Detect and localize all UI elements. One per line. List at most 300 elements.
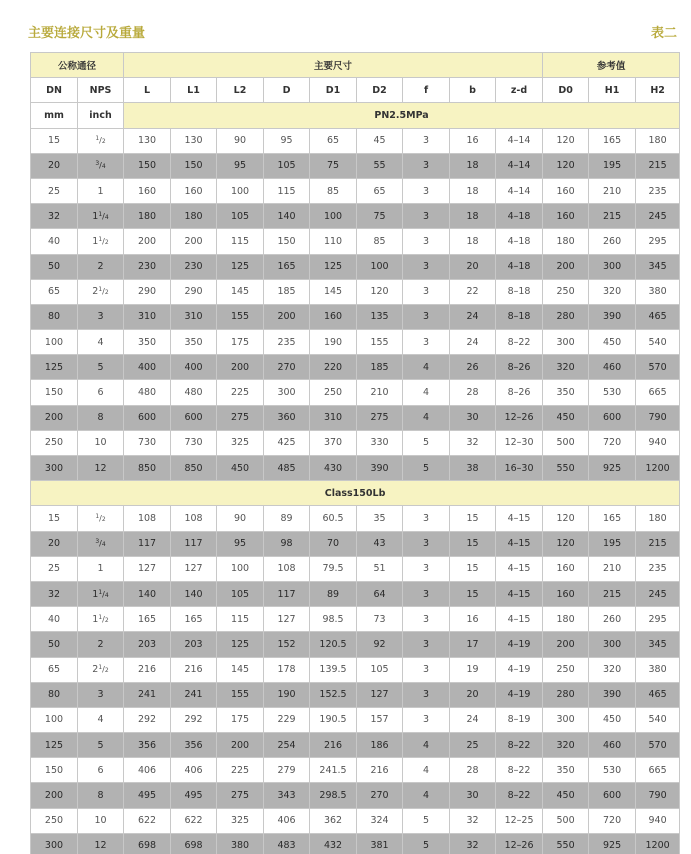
table-cell-zd: 4–15 <box>496 581 543 606</box>
table-cell-d1: 190 <box>310 330 357 355</box>
table-cell-l2: 275 <box>217 783 264 808</box>
table-cell-zd: 4–19 <box>496 657 543 682</box>
table-cell-f: 5 <box>403 430 450 455</box>
table-cell-l1: 406 <box>171 758 217 783</box>
table-cell-l: 400 <box>124 355 171 380</box>
table-cell-h1: 600 <box>589 405 636 430</box>
table-cell-b: 17 <box>450 632 496 657</box>
table-cell-dn: 65 <box>31 657 78 682</box>
table-cell-b: 38 <box>450 456 496 481</box>
table-cell-l: 165 <box>124 607 171 632</box>
table-cell-h2: 295 <box>636 229 680 254</box>
column-header: f <box>403 78 450 103</box>
table-cell-h1: 260 <box>589 229 636 254</box>
table-cell-h1: 450 <box>589 707 636 732</box>
table-cell-d: 178 <box>264 657 310 682</box>
table-cell-l2: 115 <box>217 607 264 632</box>
table-cell-h2: 570 <box>636 733 680 758</box>
table-cell-l: 850 <box>124 456 171 481</box>
table-cell-d: 406 <box>264 808 310 833</box>
table-cell-b: 16 <box>450 607 496 632</box>
table-cell-nps: 12 <box>78 456 124 481</box>
table-cell-h1: 300 <box>589 254 636 279</box>
table-cell-d2: 100 <box>357 254 403 279</box>
table-cell-l2: 95 <box>217 153 264 178</box>
table-cell-l2: 100 <box>217 178 264 203</box>
table-cell-d: 483 <box>264 833 310 854</box>
table-row <box>31 405 680 430</box>
table-cell-b: 24 <box>450 330 496 355</box>
table-cell-d2: 92 <box>357 632 403 657</box>
table-cell-dn: 25 <box>31 178 78 203</box>
table-cell-dn: 25 <box>31 556 78 581</box>
table-cell-zd: 4–15 <box>496 607 543 632</box>
table-cell-l1: 356 <box>171 733 217 758</box>
table-cell-l2: 125 <box>217 632 264 657</box>
table-cell-l: 600 <box>124 405 171 430</box>
table-row <box>31 229 680 254</box>
table-cell-h1: 260 <box>589 607 636 632</box>
table-cell-f: 3 <box>403 254 450 279</box>
table-cell-h1: 720 <box>589 430 636 455</box>
table-cell-l2: 90 <box>217 128 264 153</box>
table-cell-zd: 4–15 <box>496 531 543 556</box>
table-cell-l1: 180 <box>171 204 217 229</box>
table-cell-h2: 665 <box>636 380 680 405</box>
table-cell-l2: 200 <box>217 733 264 758</box>
table-cell-b: 24 <box>450 304 496 329</box>
table-cell-l: 292 <box>124 707 171 732</box>
table-cell-dn: 15 <box>31 128 78 153</box>
table-cell-l1: 622 <box>171 808 217 833</box>
section-header-row <box>31 481 680 506</box>
table-cell-l: 150 <box>124 153 171 178</box>
table-cell-d0: 320 <box>543 733 589 758</box>
table-cell-zd: 4–19 <box>496 632 543 657</box>
table-cell-l2: 225 <box>217 380 264 405</box>
table-cell-d0: 200 <box>543 254 589 279</box>
table-cell-d2: 120 <box>357 279 403 304</box>
table-cell-l: 200 <box>124 229 171 254</box>
table-cell-d1: 430 <box>310 456 357 481</box>
table-cell-d1: 120.5 <box>310 632 357 657</box>
table-cell-d: 279 <box>264 758 310 783</box>
table-cell-l2: 95 <box>217 531 264 556</box>
table-row <box>31 355 680 380</box>
table-row <box>31 733 680 758</box>
table-cell-d1: 241.5 <box>310 758 357 783</box>
table-cell-nps: 3 <box>78 682 124 707</box>
table-cell-d: 105 <box>264 153 310 178</box>
table-cell-b: 15 <box>450 556 496 581</box>
table-cell-zd: 4–18 <box>496 254 543 279</box>
table-cell-h1: 195 <box>589 153 636 178</box>
table-cell-dn: 40 <box>31 229 78 254</box>
table-cell-d0: 160 <box>543 556 589 581</box>
table-cell-f: 3 <box>403 204 450 229</box>
table-cell-d: 89 <box>264 506 310 531</box>
table-row <box>31 783 680 808</box>
table-cell-b: 15 <box>450 581 496 606</box>
table-cell-h2: 1200 <box>636 833 680 854</box>
table-row <box>31 304 680 329</box>
table-cell-b: 20 <box>450 254 496 279</box>
table-cell-h2: 665 <box>636 758 680 783</box>
table-cell-d: 200 <box>264 304 310 329</box>
table-cell-l2: 225 <box>217 758 264 783</box>
table-row <box>31 556 680 581</box>
table-cell-nps: $^3$/4 <box>78 153 124 178</box>
table-cell-d2: 275 <box>357 405 403 430</box>
table-cell-l1: 730 <box>171 430 217 455</box>
column-header: DN <box>31 78 78 103</box>
table-cell-nps: 4 <box>78 330 124 355</box>
column-header: H2 <box>636 78 680 103</box>
table-cell-l1: 117 <box>171 531 217 556</box>
table-cell-d1: 432 <box>310 833 357 854</box>
table-cell-l2: 115 <box>217 229 264 254</box>
table-cell-f: 3 <box>403 581 450 606</box>
table-cell-dn: 200 <box>31 783 78 808</box>
table-cell-h2: 180 <box>636 506 680 531</box>
table-cell-d: 360 <box>264 405 310 430</box>
table-cell-l: 160 <box>124 178 171 203</box>
table-cell-b: 15 <box>450 506 496 531</box>
table-cell-f: 3 <box>403 506 450 531</box>
header-group-row <box>31 53 680 78</box>
table-cell-d1: 190.5 <box>310 707 357 732</box>
table-cell-l2: 145 <box>217 279 264 304</box>
table-cell-b: 32 <box>450 430 496 455</box>
table-cell-l1: 216 <box>171 657 217 682</box>
table-cell-nps: 1 <box>78 178 124 203</box>
table-cell-d1: 85 <box>310 178 357 203</box>
table-cell-zd: 8–22 <box>496 758 543 783</box>
table-cell-b: 18 <box>450 153 496 178</box>
table-cell-l1: 698 <box>171 833 217 854</box>
table-cell-d0: 250 <box>543 279 589 304</box>
table-cell-d2: 135 <box>357 304 403 329</box>
table-cell-h1: 600 <box>589 783 636 808</box>
table-cell-nps: 3 <box>78 304 124 329</box>
table-cell-d0: 120 <box>543 531 589 556</box>
table-cell-nps: 12 <box>78 833 124 854</box>
table-cell-h2: 540 <box>636 707 680 732</box>
table-cell-l1: 165 <box>171 607 217 632</box>
table-cell-l1: 350 <box>171 330 217 355</box>
table-cell-d0: 180 <box>543 229 589 254</box>
table-cell-l1: 140 <box>171 581 217 606</box>
table-cell-d: 95 <box>264 128 310 153</box>
table-cell-d: 150 <box>264 229 310 254</box>
table-cell-d2: 75 <box>357 204 403 229</box>
table-cell-b: 15 <box>450 531 496 556</box>
table-cell-d: 190 <box>264 682 310 707</box>
table-row <box>31 128 680 153</box>
table-cell-h1: 165 <box>589 128 636 153</box>
table-row <box>31 430 680 455</box>
table-cell-dn: 125 <box>31 355 78 380</box>
table-row <box>31 380 680 405</box>
table-cell-b: 32 <box>450 833 496 854</box>
table-cell-l1: 600 <box>171 405 217 430</box>
table-cell-l1: 230 <box>171 254 217 279</box>
table-cell-dn: 100 <box>31 330 78 355</box>
table-cell-d: 98 <box>264 531 310 556</box>
table-cell-l: 108 <box>124 506 171 531</box>
table-cell-h2: 1200 <box>636 456 680 481</box>
table-cell-d2: 216 <box>357 758 403 783</box>
table-cell-d2: 185 <box>357 355 403 380</box>
table-cell-zd: 8–26 <box>496 380 543 405</box>
table-cell-b: 30 <box>450 783 496 808</box>
table-cell-d2: 210 <box>357 380 403 405</box>
table-cell-dn: 80 <box>31 682 78 707</box>
table-cell-h1: 165 <box>589 506 636 531</box>
table-cell-l: 230 <box>124 254 171 279</box>
table-cell-f: 4 <box>403 355 450 380</box>
table-cell-zd: 4–15 <box>496 556 543 581</box>
column-header: b <box>450 78 496 103</box>
table-cell-l: 180 <box>124 204 171 229</box>
table-cell-zd: 8–18 <box>496 279 543 304</box>
table-cell-nps: 10 <box>78 808 124 833</box>
title-bar <box>0 0 691 52</box>
table-cell-dn: 150 <box>31 380 78 405</box>
table-cell-h1: 390 <box>589 682 636 707</box>
table-cell-dn: 20 <box>31 153 78 178</box>
table-cell-dn: 40 <box>31 607 78 632</box>
table-cell-zd: 8–18 <box>496 304 543 329</box>
table-cell-d: 108 <box>264 556 310 581</box>
table-number: 表二 <box>650 26 677 41</box>
table-cell-l2: 100 <box>217 556 264 581</box>
table-cell-l2: 380 <box>217 833 264 854</box>
table-cell-d1: 250 <box>310 380 357 405</box>
table-cell-d2: 64 <box>357 581 403 606</box>
table-cell-l1: 480 <box>171 380 217 405</box>
table-cell-d: 254 <box>264 733 310 758</box>
table-cell-f: 3 <box>403 128 450 153</box>
table-cell-dn: 250 <box>31 430 78 455</box>
table-cell-d0: 180 <box>543 607 589 632</box>
table-cell-f: 3 <box>403 657 450 682</box>
table-cell-l2: 90 <box>217 506 264 531</box>
table-cell-nps: $^1$/2 <box>78 128 124 153</box>
table-cell-f: 3 <box>403 279 450 304</box>
table-cell-zd: 8–22 <box>496 330 543 355</box>
table-cell-zd: 4–19 <box>496 682 543 707</box>
table-cell-d0: 500 <box>543 430 589 455</box>
table-cell-dn: 150 <box>31 758 78 783</box>
unit-mm: mm <box>31 103 78 128</box>
table-cell-dn: 15 <box>31 506 78 531</box>
table-cell-nps: $1^1/2$ <box>78 229 124 254</box>
table-cell-l: 203 <box>124 632 171 657</box>
table-cell-l: 406 <box>124 758 171 783</box>
table-cell-f: 3 <box>403 531 450 556</box>
table-cell-d2: 65 <box>357 178 403 203</box>
table-cell-d: 115 <box>264 178 310 203</box>
table-cell-d0: 550 <box>543 833 589 854</box>
table-cell-f: 5 <box>403 833 450 854</box>
table-cell-f: 4 <box>403 783 450 808</box>
table-cell-d1: 89 <box>310 581 357 606</box>
table-cell-d0: 300 <box>543 330 589 355</box>
table-cell-f: 3 <box>403 556 450 581</box>
table-cell-h2: 295 <box>636 607 680 632</box>
table-row <box>31 581 680 606</box>
table-cell-h2: 940 <box>636 808 680 833</box>
table-cell-dn: 300 <box>31 833 78 854</box>
table-cell-d2: 127 <box>357 682 403 707</box>
table-cell-d: 117 <box>264 581 310 606</box>
table-cell-d: 152 <box>264 632 310 657</box>
table-cell-d0: 450 <box>543 783 589 808</box>
column-header: L <box>124 78 171 103</box>
table-cell-zd: 8–22 <box>496 783 543 808</box>
table-cell-nps: 8 <box>78 405 124 430</box>
table-cell-l2: 175 <box>217 707 264 732</box>
table-cell-l2: 125 <box>217 254 264 279</box>
table-cell-d0: 550 <box>543 456 589 481</box>
table-cell-f: 3 <box>403 632 450 657</box>
table-cell-d1: 70 <box>310 531 357 556</box>
table-cell-d2: 155 <box>357 330 403 355</box>
table-cell-d2: 157 <box>357 707 403 732</box>
table-cell-d1: 160 <box>310 304 357 329</box>
table-cell-nps: 1 <box>78 556 124 581</box>
table-cell-h1: 460 <box>589 355 636 380</box>
table-cell-d0: 120 <box>543 128 589 153</box>
table-cell-d1: 125 <box>310 254 357 279</box>
table-cell-b: 18 <box>450 204 496 229</box>
table-cell-l2: 450 <box>217 456 264 481</box>
table-cell-l1: 130 <box>171 128 217 153</box>
table-cell-l: 127 <box>124 556 171 581</box>
table-cell-l1: 290 <box>171 279 217 304</box>
table-cell-l: 495 <box>124 783 171 808</box>
table-cell-f: 5 <box>403 456 450 481</box>
table-cell-nps: $1^1/4$ <box>78 581 124 606</box>
table-cell-d: 185 <box>264 279 310 304</box>
table-cell-dn: 125 <box>31 733 78 758</box>
table-cell-d2: 105 <box>357 657 403 682</box>
table-cell-l2: 200 <box>217 355 264 380</box>
table-cell-l: 698 <box>124 833 171 854</box>
column-header: H1 <box>589 78 636 103</box>
table-cell-f: 3 <box>403 304 450 329</box>
table-cell-b: 30 <box>450 405 496 430</box>
table-body <box>31 103 680 854</box>
table-cell-zd: 4–15 <box>496 506 543 531</box>
table-cell-b: 32 <box>450 808 496 833</box>
column-header: D2 <box>357 78 403 103</box>
table-row <box>31 758 680 783</box>
table-cell-d2: 324 <box>357 808 403 833</box>
dimension-table <box>30 52 680 854</box>
table-row <box>31 279 680 304</box>
table-row <box>31 456 680 481</box>
table-cell-h1: 215 <box>589 204 636 229</box>
table-cell-l1: 400 <box>171 355 217 380</box>
table-cell-d0: 160 <box>543 204 589 229</box>
table-cell-dn: 250 <box>31 808 78 833</box>
table-cell-l: 310 <box>124 304 171 329</box>
table-cell-nps: $^1$/2 <box>78 506 124 531</box>
table-cell-h1: 720 <box>589 808 636 833</box>
table-cell-h1: 925 <box>589 456 636 481</box>
table-cell-d1: 98.5 <box>310 607 357 632</box>
table-cell-f: 4 <box>403 733 450 758</box>
table-cell-d0: 350 <box>543 380 589 405</box>
table-cell-d: 425 <box>264 430 310 455</box>
table-cell-dn: 65 <box>31 279 78 304</box>
table-cell-l1: 108 <box>171 506 217 531</box>
table-cell-h2: 180 <box>636 128 680 153</box>
table-cell-b: 19 <box>450 657 496 682</box>
table-row <box>31 330 680 355</box>
table-cell-h2: 345 <box>636 632 680 657</box>
table-cell-h2: 790 <box>636 405 680 430</box>
column-header: NPS <box>78 78 124 103</box>
table-cell-h2: 345 <box>636 254 680 279</box>
table-cell-l1: 150 <box>171 153 217 178</box>
table-cell-h1: 530 <box>589 758 636 783</box>
table-cell-b: 28 <box>450 380 496 405</box>
table-cell-f: 3 <box>403 153 450 178</box>
header-reference-values: 参考值 <box>543 53 680 78</box>
table-cell-h1: 320 <box>589 279 636 304</box>
table-cell-dn: 50 <box>31 254 78 279</box>
table-cell-l: 356 <box>124 733 171 758</box>
table-cell-l1: 495 <box>171 783 217 808</box>
table-cell-h2: 245 <box>636 204 680 229</box>
table-cell-d2: 73 <box>357 607 403 632</box>
table-cell-d1: 220 <box>310 355 357 380</box>
table-cell-d2: 85 <box>357 229 403 254</box>
table-cell-h1: 300 <box>589 632 636 657</box>
table-cell-d1: 152.5 <box>310 682 357 707</box>
table-cell-nps: $^3$/4 <box>78 531 124 556</box>
table-cell-d1: 362 <box>310 808 357 833</box>
table-cell-h1: 210 <box>589 556 636 581</box>
table-cell-dn: 300 <box>31 456 78 481</box>
table-cell-f: 4 <box>403 380 450 405</box>
table-cell-d0: 450 <box>543 405 589 430</box>
table-cell-d0: 250 <box>543 657 589 682</box>
table-cell-h2: 215 <box>636 153 680 178</box>
table-cell-h2: 790 <box>636 783 680 808</box>
table-cell-d1: 79.5 <box>310 556 357 581</box>
table-cell-h2: 380 <box>636 279 680 304</box>
table-cell-d2: 186 <box>357 733 403 758</box>
table-cell-d: 165 <box>264 254 310 279</box>
table-cell-b: 25 <box>450 733 496 758</box>
column-header: z-d <box>496 78 543 103</box>
table-cell-h2: 940 <box>636 430 680 455</box>
table-cell-f: 3 <box>403 178 450 203</box>
table-cell-l1: 200 <box>171 229 217 254</box>
table-cell-d2: 390 <box>357 456 403 481</box>
table-cell-dn: 32 <box>31 581 78 606</box>
table-cell-nps: $1^1/2$ <box>78 607 124 632</box>
table-cell-b: 18 <box>450 178 496 203</box>
table-cell-l: 290 <box>124 279 171 304</box>
table-cell-nps: 6 <box>78 758 124 783</box>
table-cell-h1: 530 <box>589 380 636 405</box>
table-cell-d: 270 <box>264 355 310 380</box>
